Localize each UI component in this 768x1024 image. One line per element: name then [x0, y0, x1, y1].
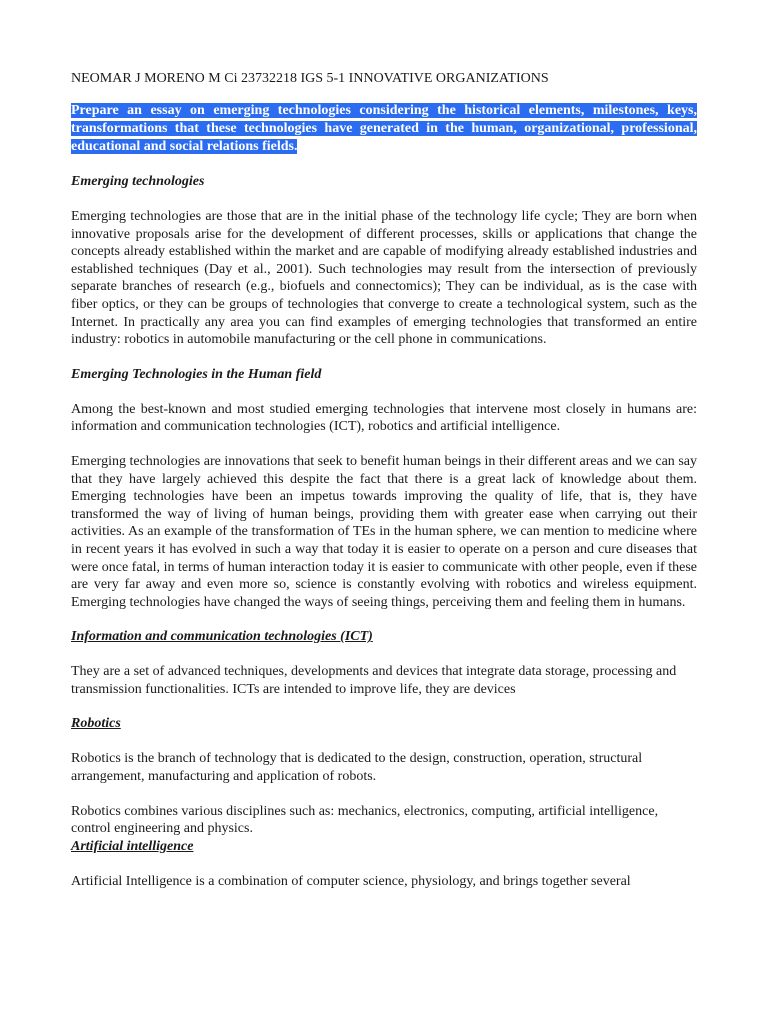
- paragraph-emerging-technologies: Emerging technologies are those that are in the initial phase of the technology life cycle; They are born when innovative proposals arise for the development of different processes, skills or applications that change the concepts already established within the market and are capable of modifying already established industries and established techniques (Day et al., 2001). Such technologies may result from the intersection of previously separate branches of research (e.g., biofuels and connectomics); They can be individual, as is the case with fiber optics, or they can be groups of technologies that converge to create a technological system, such as the Internet. In practically any area you can find examples of emerging technologies that transformed an entire industry: robotics in automobile manufacturing or the cell phone in communications.: [71, 209, 697, 348]
- paragraph-human-field-2: Emerging technologies are innovations that seek to benefit human beings in their different areas and we can say that they have largely achieved this despite the fact that there is a great lack of knowledge about them. Emerging technologies have been an impetus towards improving the quality of life, that is, they have transformed the way of living of human beings, providing them with greater ease when carrying out their activities. As an example of the transformation of TEs in the human sphere, we can mention to medicine where in recent years it has evolved in such a way that today it is easier to operate on a person and cure diseases that were once fatal, in terms of human interaction today it is easier to communicate with other people, even if these are very far away and even more so, science is constantly evolving with robotics and wireless equipment. Emerging technologies have changed the ways of seeing things, perceiving them and feeling them in humans.: [71, 453, 697, 610]
- essay-prompt[interactable]: [71, 102, 697, 156]
- paragraph-robotics-1: Robotics is the branch of technology that is dedicated to the design, construction, operation, structural arrangement, manufacturing and application of robots.: [71, 751, 643, 785]
- paragraph-ict: They are a set of advanced techniques, developments and devices that integrate data storage, processing and transmission functionalities. ICTs are intended to improve life, they are devices: [71, 664, 677, 697]
- section-heading-ict: Information and communication technologies (ICT): [71, 629, 373, 645]
- document-header: NEOMAR J MORENO M Ci 23732218 IGS 5-1 INNOVATIVE ORGANIZATIONS: [71, 71, 549, 86]
- paragraph-artificial-intelligence: Artificial Intelligence is a combination of computer science, physiology, and brings together several: [71, 873, 631, 889]
- paragraph-robotics-2: Robotics combines various disciplines such as: mechanics, electronics, computing, artificial intelligence, control engineering and physics.: [71, 803, 659, 837]
- paragraph-human-field-1: Among the best-known and most studied emerging technologies that intervene most closely in humans are: information and communication technologies (ICT), robotics and artificial intelligence.: [71, 401, 697, 435]
- document-page: [71, 70, 697, 907]
- section-heading-artificial-intelligence: Artificial intelligence: [71, 838, 194, 854]
- section-heading-robotics: Robotics: [71, 716, 121, 732]
- section-heading-emerging-technologies: Emerging technologies: [71, 174, 205, 189]
- selected-text-highlight[interactable]: Prepare an essay on emerging technologies considering the historical elements, milestones, keys, transformations that these technologies have generated in the human, organizational, professional, educational and social relations fields.: [71, 103, 697, 154]
- section-heading-human-field: Emerging Technologies in the Human field: [71, 366, 322, 382]
